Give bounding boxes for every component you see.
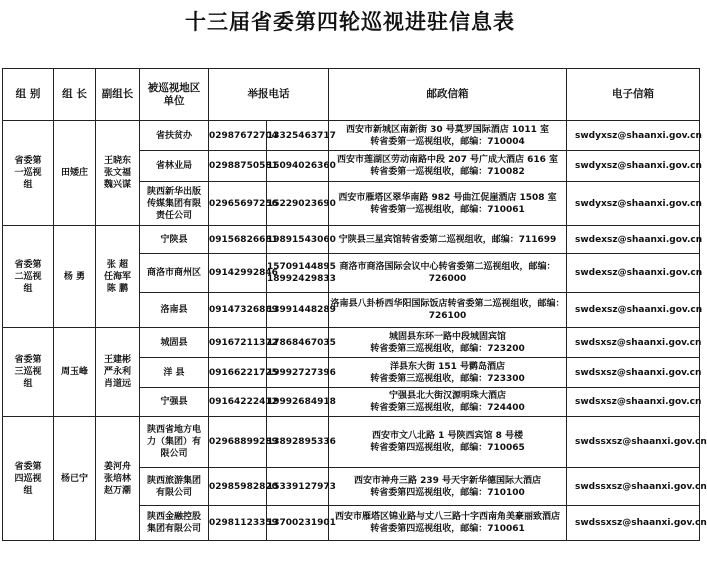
text-line: 19891543060: [267, 234, 336, 245]
text-line: 姜河舟: [103, 461, 131, 472]
text-line: 西安市文八北路 1 号陕西宾馆 8 号楼: [371, 431, 524, 441]
text-line: 转省委第三巡视组收，邮编：723200: [370, 343, 525, 354]
text-line: 17868467035: [267, 337, 336, 348]
deputy-leaders-cell: [96, 121, 140, 226]
text-line: 726000: [428, 274, 467, 284]
report-phone-landline: 02965697256: [209, 182, 267, 226]
text-line: 洋 县: [163, 367, 185, 378]
email-address-cell: swdyxsz@shaanxi.gov.cn: [567, 182, 700, 226]
text-line: 集团有限公司: [146, 524, 201, 534]
text-line: 15229023690: [267, 198, 336, 209]
inspected-unit-cell: [140, 121, 209, 151]
text-line: 省委第: [14, 156, 42, 166]
report-phone-landline: 09166221725: [209, 358, 267, 388]
text-line: 13325463717: [267, 130, 336, 141]
email-address-cell: swdssxsz@shaanxi.gov.cn: [567, 468, 700, 506]
report-phone-mobile: [267, 506, 336, 541]
email-address-cell: swdyxsz@shaanxi.gov.cn: [567, 151, 700, 182]
group-name-cell: [3, 417, 54, 541]
text-line: 省林业局: [155, 161, 192, 171]
text-line: 转省委第一巡视组收，邮编：710004: [370, 136, 525, 147]
text-line: 转省委第一巡视组收，邮编：710082: [370, 167, 525, 177]
text-line: 转省委第四巡视组收，邮编：710065: [370, 443, 525, 453]
text-line: 15339127973: [267, 481, 336, 492]
table-body: [3, 121, 707, 541]
text-line: 省委第: [14, 259, 42, 270]
text-line: 四巡视: [14, 473, 42, 484]
postal-address-cell: [329, 226, 567, 254]
text-line: 限公司: [160, 449, 188, 459]
text-line: 组: [23, 283, 33, 294]
header-deputy: 副组长: [96, 69, 140, 121]
text-line: 13700231901: [267, 518, 336, 528]
table-row: [3, 328, 700, 358]
email-address-cell: swdexsz@shaanxi.gov.cn: [567, 254, 700, 293]
group-name-cell: [3, 226, 54, 328]
table-row: [3, 226, 700, 254]
text-line: 转省委第三巡视组收，邮编：723300: [370, 373, 525, 384]
table-row: [3, 121, 700, 151]
report-phone-landline: 02985982820: [209, 468, 267, 506]
text-line: 张培林: [103, 473, 131, 484]
text-line: 有限公司: [155, 487, 192, 498]
text-line: 三巡视: [14, 367, 42, 377]
postal-address-cell: [329, 293, 567, 328]
report-phone-mobile: [267, 328, 336, 358]
email-address-cell: swdyxsz@shaanxi.gov.cn: [567, 121, 700, 151]
text-line: 肖道远: [103, 379, 131, 389]
report-phone-mobile: [267, 358, 336, 388]
postal-address-cell: [329, 468, 567, 506]
text-line: 19992684918: [267, 397, 336, 407]
header-leader: 组 长: [54, 69, 96, 121]
text-line: 宁陕县: [160, 234, 188, 245]
text-line: 张文福: [103, 168, 131, 178]
deputy-leaders-cell: [96, 226, 140, 328]
report-phone-landline: 09167211372: [209, 328, 267, 358]
report-phone-mobile: [267, 254, 336, 293]
text-line: 商洛市商州区: [146, 268, 201, 278]
report-phone-landline: 09164222412: [209, 388, 267, 417]
text-line: 西安市神舟三路 239 号天宇新华德国际大酒店: [353, 475, 542, 486]
text-line: 转省委第四巡视组收，邮编：710100: [370, 487, 525, 498]
inspected-unit-cell: [140, 468, 209, 506]
table-row: [3, 417, 700, 468]
header-phone: 举报电话: [209, 69, 329, 121]
postal-address-cell: [329, 254, 567, 293]
text-line: 转省委第三巡视组收，邮编：724400: [370, 403, 525, 413]
postal-address-cell: [329, 328, 567, 358]
deputy-leaders-cell: [96, 328, 140, 417]
text-line: 省委第: [14, 461, 42, 472]
header-area-line: 被巡视地区: [147, 81, 201, 94]
text-line: 组: [23, 180, 33, 190]
text-line: 王晓东: [103, 156, 131, 166]
text-line: 赵万潮: [103, 485, 131, 496]
text-line: 西安市莲湖区劳动南路中段 207 号广成大酒店 616 室: [336, 155, 559, 165]
report-phone-landline: 02987672704: [209, 121, 267, 151]
postal-address-cell: [329, 417, 567, 468]
text-line: 陕西省地方电: [146, 425, 201, 435]
text-line: 一巡视: [14, 168, 42, 178]
header-group: 组 别: [3, 69, 54, 121]
report-phone-landline: 09156826681: [209, 226, 267, 254]
group-leader-cell: 周玉峰: [54, 328, 96, 417]
text-line: 城固县东环一路中段城固宾馆: [388, 331, 506, 342]
text-line: 726100: [428, 311, 467, 321]
postal-address-cell: [329, 182, 567, 226]
text-line: 二巡视: [14, 271, 42, 282]
inspected-unit-cell: [140, 388, 209, 417]
text-line: 19992727396: [267, 367, 336, 378]
inspected-unit-cell: [140, 254, 209, 293]
inspected-unit-cell: [140, 328, 209, 358]
inspected-unit-cell: [140, 293, 209, 328]
text-line: 洛南县: [160, 305, 188, 315]
inspected-unit-cell: [140, 506, 209, 541]
postal-address-cell: [329, 121, 567, 151]
report-phone-mobile: [267, 226, 336, 254]
text-line: 洛南县八卦桥西华阳国际饭店转省委第二巡视组收，邮编：: [330, 299, 565, 309]
text-line: 组: [23, 379, 33, 389]
email-address-cell: swdexsz@shaanxi.gov.cn: [567, 293, 700, 328]
inspected-unit-cell: [140, 417, 209, 468]
group-leader-cell: 杨已宁: [54, 417, 96, 541]
email-address-cell: swdsxsz@shaanxi.gov.cn: [567, 388, 700, 417]
text-line: 宁强县北大街汉源明珠大酒店: [388, 391, 506, 401]
report-phone-mobile: [267, 417, 336, 468]
email-address-cell: swdsxsz@shaanxi.gov.cn: [567, 358, 700, 388]
group-name-cell: [3, 121, 54, 226]
text-line: 王建彬: [103, 355, 131, 365]
group-leader-cell: 田矮庄: [54, 121, 96, 226]
header-row: [3, 69, 700, 121]
email-address-cell: swdsxsz@shaanxi.gov.cn: [567, 328, 700, 358]
text-line: 省委第: [14, 355, 42, 365]
group-name-cell: [3, 328, 54, 417]
text-line: 严永利: [103, 367, 131, 377]
text-line: 力（集团）有: [146, 437, 201, 447]
text-line: 任海军: [103, 271, 131, 282]
text-line: 西安市新城区南新街 30 号莫罗国际酒店 1011 室: [345, 124, 550, 135]
report-phone-landline: 09147326869: [209, 293, 267, 328]
inspected-unit-cell: [140, 226, 209, 254]
postal-address-cell: [329, 506, 567, 541]
email-address-cell: swdssxsz@shaanxi.gov.cn: [567, 506, 700, 541]
report-phone-landline: 02988750581: [209, 151, 267, 182]
text-line: 陈 鹏: [106, 283, 129, 294]
report-phone-mobile: [267, 468, 336, 506]
header-area: [140, 69, 209, 121]
postal-address-cell: [329, 388, 567, 417]
text-line: 宁陕县三星宾馆转省委第二巡视组收，邮编：711699: [338, 234, 557, 245]
page-title: 十三届省委第四轮巡视进驻信息表: [185, 10, 515, 34]
header-email: 电子信箱: [567, 69, 700, 121]
text-line: 15709144895: [267, 262, 336, 272]
text-line: 责任公司: [155, 210, 192, 221]
report-phone-mobile: [267, 182, 336, 226]
text-line: 城固县: [160, 337, 188, 348]
postal-address-cell: [329, 358, 567, 388]
inspected-unit-cell: [140, 182, 209, 226]
text-line: 陕西旅游集团: [146, 475, 201, 486]
text-line: 宁强县: [160, 397, 188, 407]
text-line: 转省委第四巡视组收，邮编：710061: [370, 524, 525, 534]
header-post: 邮政信箱: [329, 69, 567, 121]
report-phone-mobile: [267, 121, 336, 151]
postal-address-cell: [329, 151, 567, 182]
inspection-info-table: [2, 68, 707, 541]
text-line: 组: [23, 485, 33, 496]
text-line: 陕西新华出版: [146, 186, 201, 197]
text-line: 魏兴谋: [103, 180, 131, 190]
text-line: 传媒集团有限: [146, 198, 201, 209]
text-line: 13892895336: [267, 437, 336, 447]
text-line: 洋县东大街 151 号鹮岛酒店: [389, 361, 506, 372]
text-line: 15094026360: [267, 161, 336, 171]
text-line: 转省委第一巡视组收，邮编：710061: [370, 204, 525, 215]
inspected-unit-cell: [140, 358, 209, 388]
report-phone-landline: 09142992846: [209, 254, 267, 293]
text-line: 商洛市商洛国际会议中心转省委第二巡视组收，邮编：: [339, 262, 556, 272]
text-line: 13991448289: [267, 305, 336, 315]
group-leader-cell: 杨 勇: [54, 226, 96, 328]
text-line: 西安市雁塔区翠华南路 982 号曲江促崖酒店 1508 室: [338, 192, 557, 203]
report-phone-landline: 02981123359: [209, 506, 267, 541]
text-line: 张 超: [106, 259, 129, 270]
email-address-cell: swdssxsz@shaanxi.gov.cn: [567, 417, 700, 468]
header-area-line: 单位: [163, 94, 185, 107]
report-phone-landline: 02968899289: [209, 417, 267, 468]
inspected-unit-cell: [140, 151, 209, 182]
text-line: 18992429833: [267, 274, 336, 284]
text-line: 省扶贫办: [155, 130, 192, 141]
email-address-cell: swdexsz@shaanxi.gov.cn: [567, 226, 700, 254]
text-line: 西安市雁塔区锦业路与丈八三路十字西南角美豪丽致酒店: [334, 512, 560, 522]
report-phone-mobile: [267, 293, 336, 328]
text-line: 陕西金融控股: [146, 512, 201, 522]
deputy-leaders-cell: [96, 417, 140, 541]
report-phone-mobile: [267, 151, 336, 182]
report-phone-mobile: [267, 388, 336, 417]
